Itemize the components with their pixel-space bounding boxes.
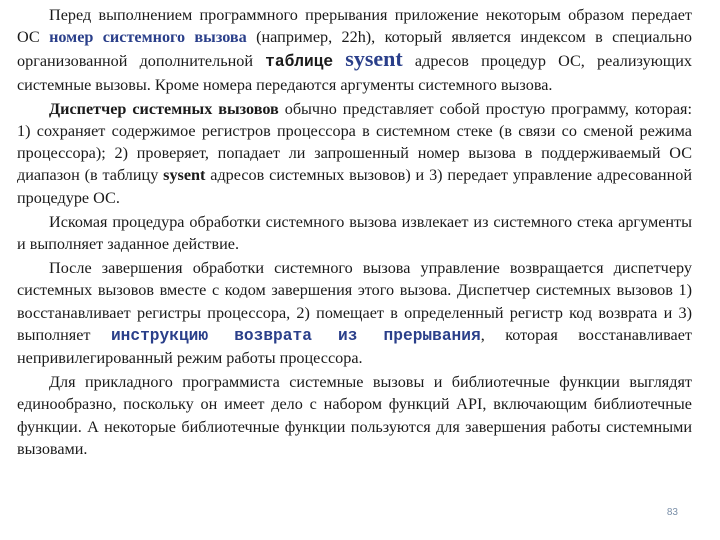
text [333, 52, 345, 70]
text: (например, 22h), который является индексом в специально организованной дополнительной [17, 28, 693, 71]
text: , которая восстанавливает непривилегированный режим работы процессора. [17, 325, 692, 368]
text: Перед выполнением программного прерывания приложение некоторым образом передает ОС [17, 6, 692, 47]
text: После завершения обработки системного вызова управление возвращается диспетчеру системных вызовов вместе с кодом завершения этого вызова. Диспетчер системных вызовов 1) восстанавливает регистры процессора, 2) помещает в определенный регистр код возврата и 3) выполняет [17, 259, 692, 344]
term-syscall-number: номер системного вызова [49, 28, 247, 47]
text: Искомая процедура обработки системного вызова извлекает из системного стека аргументы и выполняет заданное действие. [17, 212, 692, 254]
paragraph-api [17, 371, 692, 460]
term-return-instruction: инструкцию возврата из прерывания [110, 326, 481, 345]
paragraph-handler [17, 211, 692, 255]
paragraph-dispatcher [17, 98, 692, 209]
text: адресов системных вызовов) и 3) передает управление адресованной процедуре ОС. [17, 166, 692, 207]
paragraph-return [17, 257, 692, 369]
term-table: таблице [265, 53, 334, 72]
term-dispatcher: Диспетчер системных вызовов [49, 99, 279, 118]
term-sysent: sysent [345, 46, 403, 72]
text: Для прикладного программиста системные вызовы и библиотечные функции выглядят единообразно, поскольку он имеет дело с набором функций API, включающим библиотечные функции. А некоторые библиотечные функции пользуются для завершения работы системными вызовами. [17, 373, 692, 458]
text: обычно представляет собой простую программу, которая: 1) сохраняет содержимое регистров процессора в системном стеке (в связи со сменой режима процессора); 2) проверяет, попадает ли запрошенный номер вызова в поддерживаемый ОС диапазон (в таблицу [17, 99, 692, 185]
page-number: 83 [666, 507, 678, 518]
paragraph-syscall-number [17, 4, 692, 96]
term-sysent-inline: sysent [163, 166, 206, 185]
text: адресов процедур ОС, реализующих системные вызовы. Кроме номера передаются аргументы системного вызова. [17, 52, 693, 94]
